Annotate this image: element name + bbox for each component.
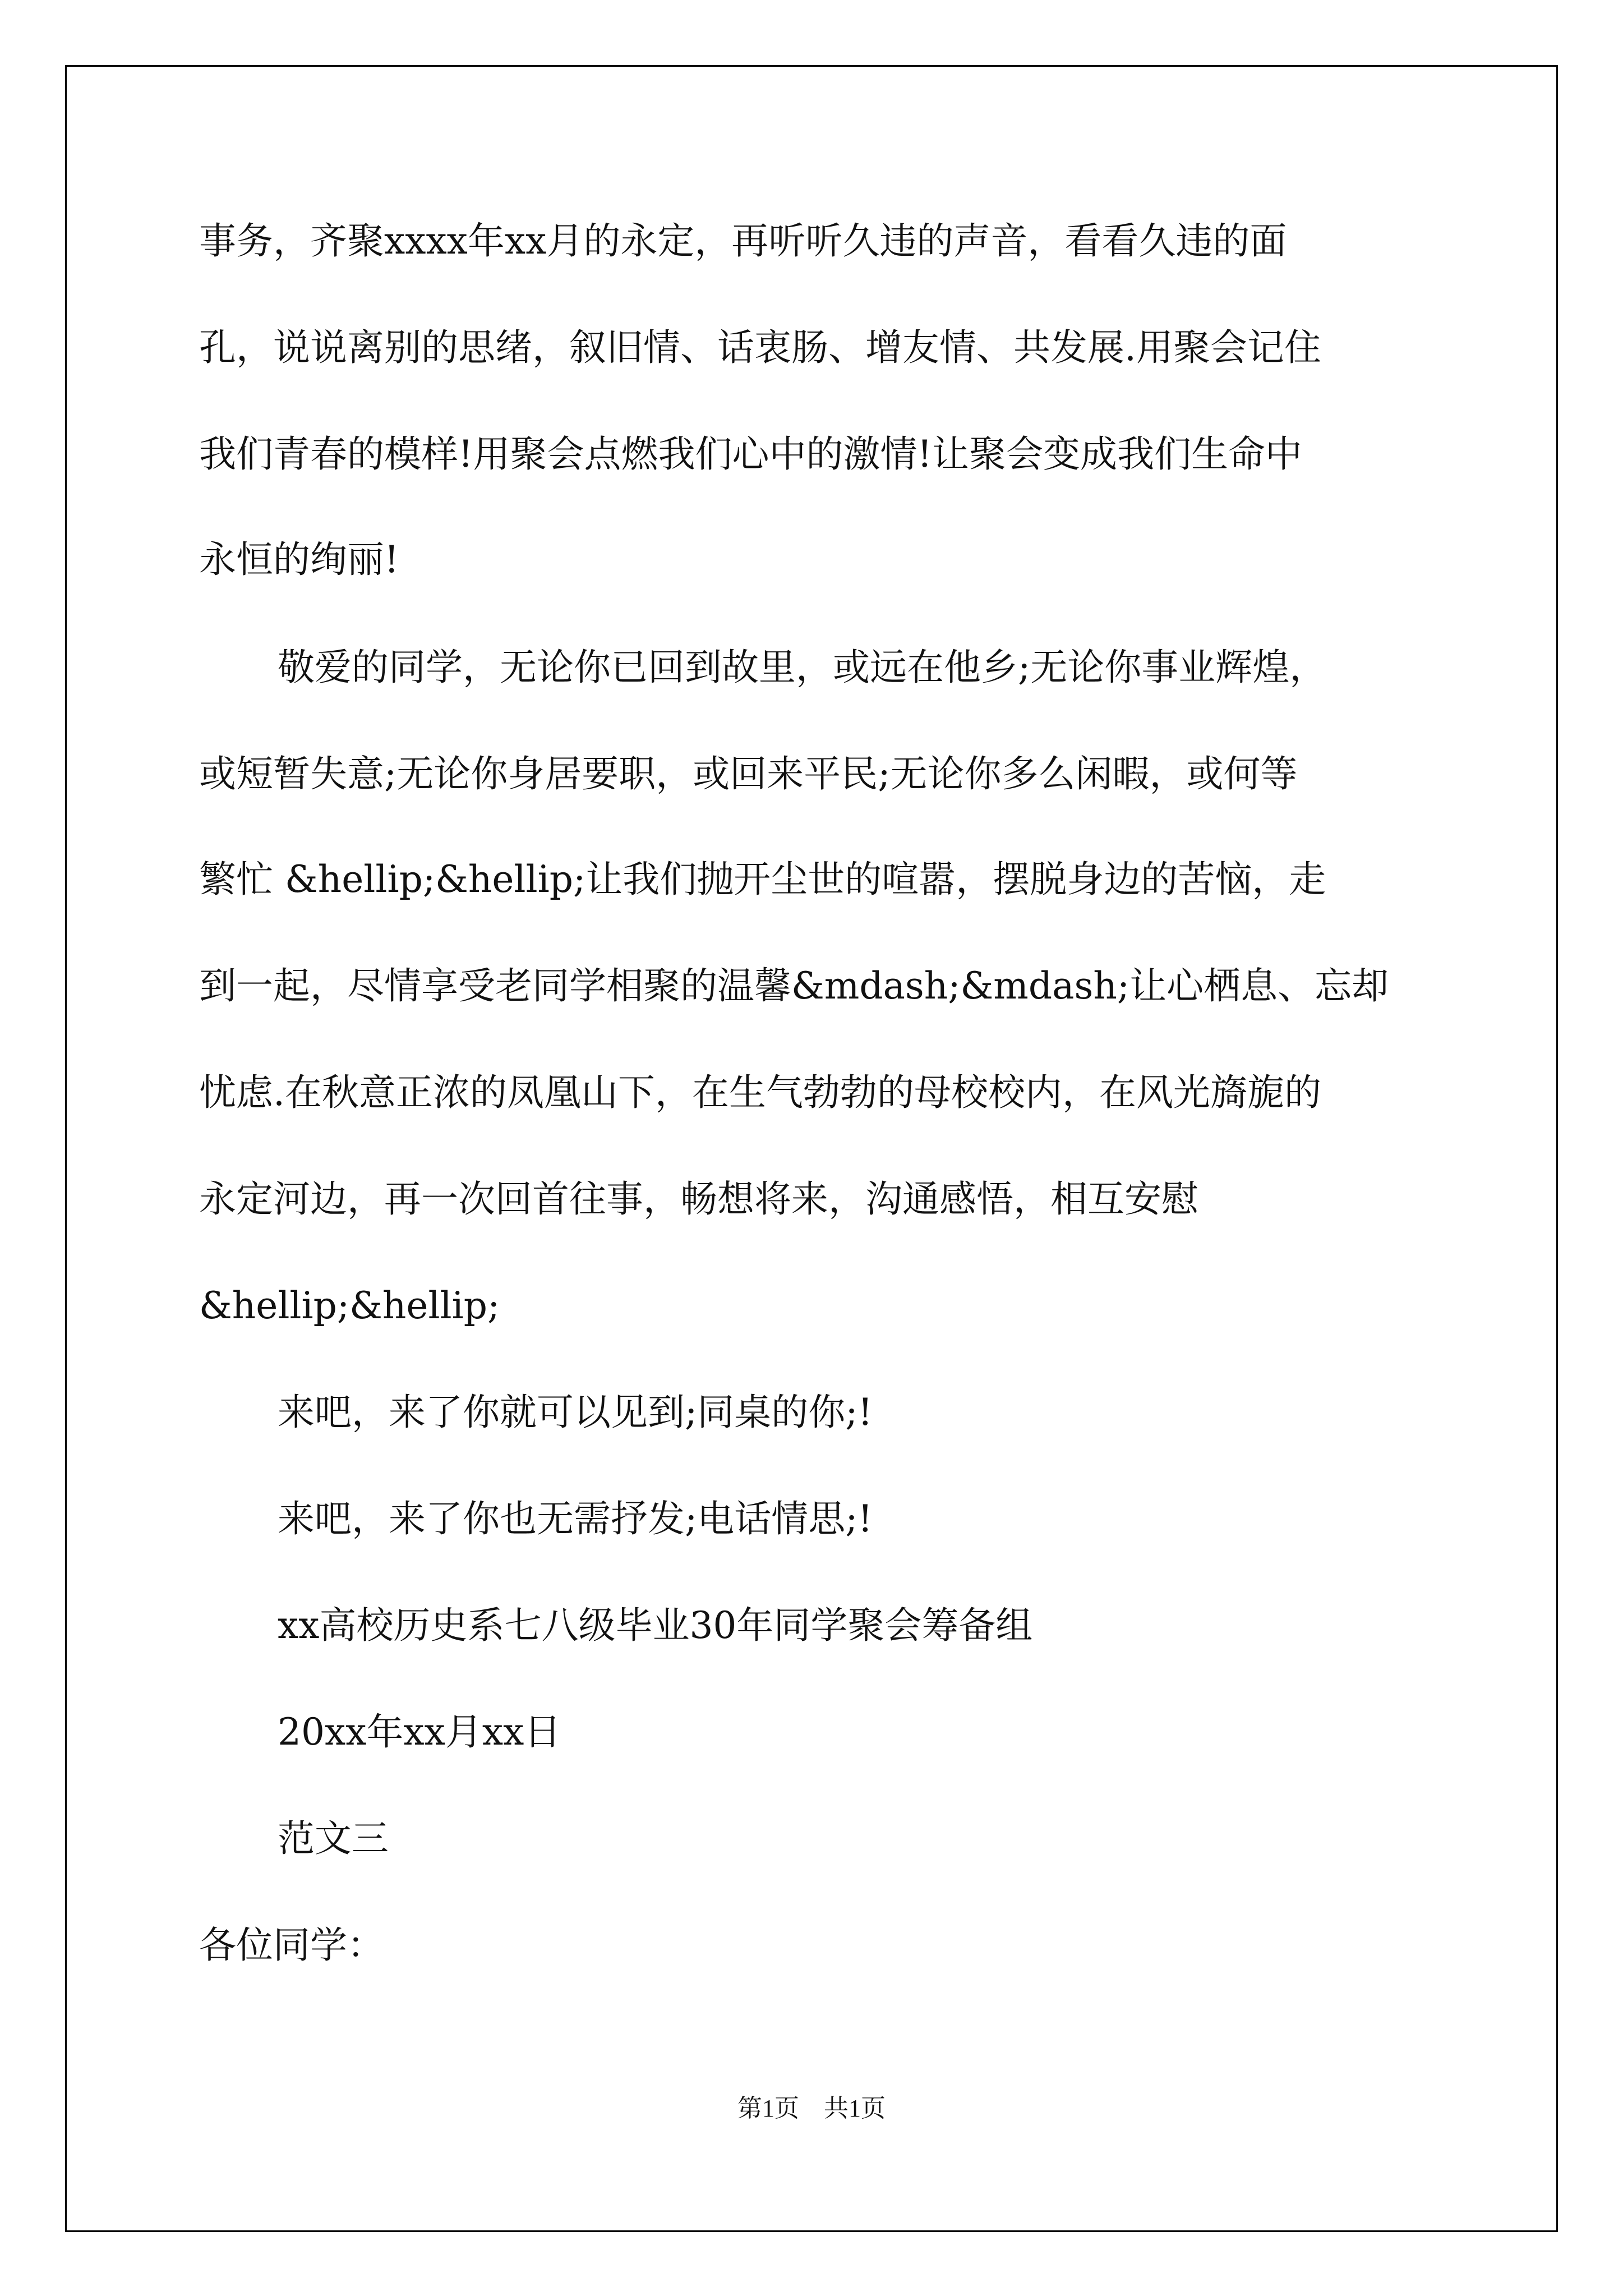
text-line: 到一起，尽情享受老同学相聚的温馨&mdash;&mdash;让心栖息、忘却 — [199, 964, 1389, 1007]
page-number-footer: 第1页 共1页 — [737, 2095, 886, 2122]
text-line: 繁忙 &hellip;&hellip;让我们抛开尘世的喧嚣，摆脱身边的苦恼，走 — [199, 858, 1326, 901]
text-line: &hellip;&hellip; — [199, 1284, 500, 1327]
page-border — [65, 65, 1558, 2232]
text-line: 来吧，来了你也无需抒发;电话情思;! — [278, 1497, 873, 1540]
text-line: 孔，说说离别的思绪，叙旧情、话衷肠、增友情、共发展.用聚会记住 — [199, 326, 1321, 369]
text-line: 各位同学： — [199, 1924, 384, 1967]
text-line: 敬爱的同学，无论你已回到故里，或远在他乡;无论你事业辉煌， — [278, 646, 1327, 689]
text-line: 我们青春的模样!用聚会点燃我们心中的激情!让聚会变成我们生命中 — [199, 432, 1303, 476]
text-line: 永恒的绚丽! — [199, 538, 399, 581]
text-line: 或短暂失意;无论你身居要职，或回来平民;无论你多么闲暇，或何等 — [199, 752, 1298, 795]
text-line: 永定河边，再一次回首往事，畅想将来，沟通感悟，相互安慰 — [199, 1177, 1198, 1221]
text-line: 范文三 — [278, 1817, 389, 1860]
text-line: 20xx年xx月xx日 — [278, 1710, 561, 1754]
text-line: 事务，齐聚xxxx年xx月的永定，再听听久违的声音，看看久违的面 — [199, 219, 1287, 263]
text-line: 忧虑.在秋意正浓的凤凰山下，在生气勃勃的母校校内，在风光旖旎的 — [199, 1071, 1321, 1114]
text-line: 来吧，来了你就可以见到;同桌的你;! — [278, 1391, 873, 1434]
text-line: xx高校历史系七八级毕业30年同学聚会筹备组 — [278, 1604, 1033, 1647]
